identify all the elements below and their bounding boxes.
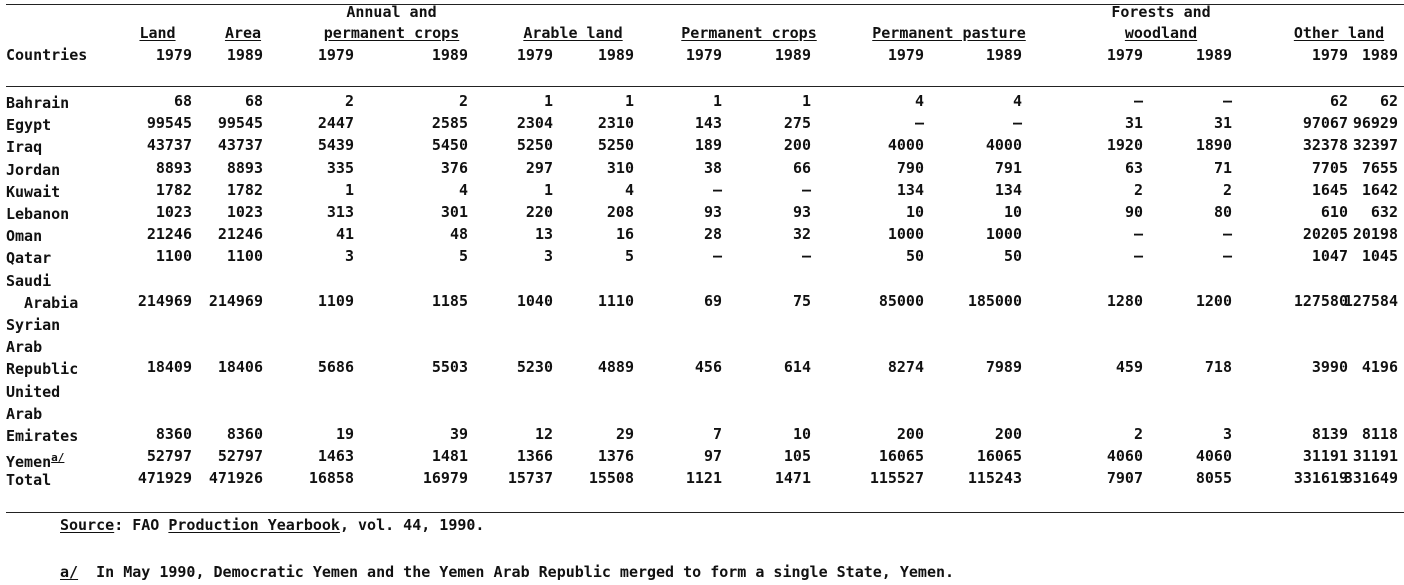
table-cell: 2585 <box>431 114 468 133</box>
group-label: Arable land <box>523 24 623 42</box>
table-cell: 16979 <box>422 469 468 488</box>
table-cell: 4 <box>1012 92 1022 110</box>
table-cell: 301 <box>440 203 468 221</box>
table-cell: 4 <box>458 180 468 199</box>
table-cell: 18406 <box>217 358 263 377</box>
table-cell: 4889 <box>597 358 634 377</box>
table-cell: 3 <box>543 247 553 266</box>
table-cell: 13 <box>534 225 553 244</box>
table-cell: 12 <box>534 425 553 443</box>
table-cell: 105 <box>783 447 811 466</box>
group-label-top: Annual and <box>346 3 437 21</box>
year-header: 1979 <box>1311 46 1348 64</box>
year-header: 1979 <box>1106 46 1143 64</box>
table-cell: 21246 <box>217 225 263 244</box>
table-cell: 200 <box>783 136 811 155</box>
footnote-mark: a/ <box>60 563 79 581</box>
table-cell: 1000 <box>887 225 924 244</box>
table-cell: 4 <box>624 180 634 199</box>
country-label: Arabia <box>6 293 79 312</box>
table-cell: 1 <box>344 180 354 199</box>
table-cell: 1110 <box>597 291 634 310</box>
table-cell: 275 <box>783 114 811 133</box>
table-cell: 7989 <box>985 358 1022 377</box>
table-cell: 52797 <box>217 447 263 466</box>
table-cell: 7655 <box>1361 158 1398 177</box>
table-cell: – <box>1012 114 1022 133</box>
country-name <box>6 381 60 403</box>
table-cell: 5439 <box>317 136 354 155</box>
country-label: Total <box>6 471 52 490</box>
table-cell: 5 <box>458 247 468 266</box>
year-header: 1989 <box>1361 46 1398 64</box>
table-cell: 1 <box>543 92 553 110</box>
table-cell: 1376 <box>597 447 634 466</box>
table-cell: 1100 <box>226 247 263 266</box>
year-header: 1989 <box>985 46 1022 64</box>
year-header: 1989 <box>431 46 468 64</box>
country-label: United <box>6 382 61 401</box>
table-cell: 1047 <box>1311 247 1348 266</box>
table-cell: 5686 <box>317 358 354 377</box>
table-cell: 99545 <box>146 114 192 133</box>
group-label: permanent crops <box>323 24 460 42</box>
table-cell: – <box>1133 92 1143 110</box>
table-cell: 10 <box>1003 203 1022 221</box>
table-cell: 4196 <box>1361 358 1398 377</box>
table-cell: 8274 <box>887 358 924 377</box>
country-label: Emirates <box>6 427 79 445</box>
table-cell: 376 <box>440 158 468 177</box>
table-cell: 62 <box>1329 92 1348 110</box>
table-cell: 5250 <box>597 136 634 155</box>
table-cell: – <box>1133 247 1143 266</box>
table-cell: 1109 <box>317 291 354 310</box>
country-name <box>6 159 60 181</box>
table-cell: 32397 <box>1352 136 1398 155</box>
table-cell: 1 <box>543 180 553 199</box>
table-cell: 16065 <box>878 447 924 466</box>
table-cell: 80 <box>1213 203 1232 221</box>
table-cell: 68 <box>244 92 263 110</box>
table-cell: – <box>914 114 924 133</box>
table-cell: 43737 <box>217 136 263 155</box>
country-name <box>6 181 60 203</box>
source-rest: , vol. 44, 1990. <box>339 516 485 534</box>
table-cell: – <box>801 247 811 266</box>
country-name <box>6 225 42 247</box>
table-cell: 335 <box>326 158 354 177</box>
table-cell: 115527 <box>869 469 924 488</box>
year-header: 1979 <box>685 46 722 64</box>
table-cell: 331649 <box>1343 469 1398 488</box>
table-cell: 68 <box>173 92 192 110</box>
table-cell: 1121 <box>685 469 722 488</box>
year-header: 1979 <box>317 46 354 64</box>
table-cell: – <box>712 180 722 199</box>
country-label: Bahrain <box>6 94 70 112</box>
table-cell: 2304 <box>516 114 553 133</box>
bottom-rule <box>6 512 1404 513</box>
table-cell: 63 <box>1124 158 1143 177</box>
table-cell: 313 <box>326 203 354 221</box>
country-label: Saudi <box>6 271 52 290</box>
table-cell: 2 <box>1222 180 1232 199</box>
table-cell: 66 <box>792 158 811 177</box>
table-cell: 614 <box>783 358 811 377</box>
group-label-top: Forests and <box>1111 3 1211 21</box>
table-cell: 1040 <box>516 291 553 310</box>
year-header: 1989 <box>774 46 811 64</box>
table-cell: 85000 <box>878 291 924 310</box>
table-cell: 4000 <box>887 136 924 155</box>
table-cell: 93 <box>703 203 722 221</box>
table-cell: 214969 <box>137 291 192 310</box>
table-cell: 8893 <box>155 158 192 177</box>
country-name <box>6 203 69 225</box>
table-cell: 4000 <box>985 136 1022 155</box>
country-name <box>6 314 60 336</box>
table-cell: 1185 <box>431 291 468 310</box>
table-cell: 96929 <box>1352 114 1398 133</box>
table-cell: 69 <box>703 291 722 310</box>
table-cell: 8139 <box>1311 425 1348 443</box>
footnote-ref: a/ <box>51 451 65 465</box>
country-label: Oman <box>6 227 43 246</box>
table-cell: 189 <box>694 136 722 155</box>
table-cell: 32 <box>792 225 811 244</box>
table-cell: 1481 <box>431 447 468 466</box>
country-name <box>6 247 51 269</box>
table-cell: 18409 <box>146 358 192 377</box>
table-cell: 610 <box>1320 203 1348 221</box>
table-cell: 331619 <box>1293 469 1348 488</box>
table-cell: 29 <box>615 425 634 443</box>
table-cell: 97 <box>703 447 722 466</box>
table-cell: 200 <box>994 425 1022 443</box>
country-name <box>6 425 78 447</box>
table-cell: 8118 <box>1361 425 1398 443</box>
table-cell: 15508 <box>588 469 634 488</box>
group-label: Land <box>139 24 176 42</box>
table-cell: 310 <box>606 158 634 177</box>
table-cell: 2310 <box>597 114 634 133</box>
table-cell: 4060 <box>1195 447 1232 466</box>
table-cell: – <box>1222 92 1232 110</box>
table-cell: 791 <box>994 158 1022 177</box>
table-cell: 134 <box>896 180 924 199</box>
country-label: Yemen <box>6 453 52 472</box>
country-label: Iraq <box>6 138 43 157</box>
table-cell: 31191 <box>1352 447 1398 466</box>
table-cell: 459 <box>1115 358 1143 377</box>
table-cell: 214969 <box>208 291 263 310</box>
table-cell: – <box>1222 247 1232 266</box>
table-cell: 99545 <box>217 114 263 133</box>
table-cell: 8055 <box>1195 469 1232 488</box>
table-cell: 8360 <box>155 425 192 443</box>
table-cell: 5503 <box>431 358 468 377</box>
table-cell: 3990 <box>1311 358 1348 377</box>
footnote-text: In May 1990, Democratic Yemen and the Yemen Arab Republic merged to form a single State, Yemen. <box>78 563 955 581</box>
year-header: 1989 <box>226 46 263 64</box>
country-name <box>6 336 42 358</box>
table-cell: 1890 <box>1195 136 1232 155</box>
table-cell: 1471 <box>774 469 811 488</box>
table-cell: 3 <box>344 247 354 266</box>
table-cell: 1 <box>801 92 811 110</box>
table-cell: 220 <box>525 203 553 221</box>
table-cell: 4 <box>914 92 924 110</box>
country-label: Syrian <box>6 316 61 334</box>
table-cell: 8893 <box>226 158 263 177</box>
table-cell: 62 <box>1379 92 1398 110</box>
table-cell: 7 <box>712 425 722 443</box>
table-cell: 8360 <box>226 425 263 443</box>
table-cell: 718 <box>1204 358 1232 377</box>
table-cell: 5230 <box>516 358 553 377</box>
table-cell: 2 <box>458 92 468 110</box>
country-label: Qatar <box>6 249 52 268</box>
table-cell: 52797 <box>146 447 192 466</box>
country-label: Republic <box>6 360 79 379</box>
table-cell: 5250 <box>516 136 553 155</box>
table-cell: 632 <box>1370 203 1398 221</box>
table-cell: 50 <box>905 247 924 266</box>
group-label: woodland <box>1124 24 1198 42</box>
table-cell: 32378 <box>1302 136 1348 155</box>
group-label: Permanent crops <box>681 24 817 42</box>
table-cell: 127580 <box>1293 291 1348 310</box>
table-cell: 20205 <box>1302 225 1348 244</box>
table-cell: 134 <box>994 180 1022 199</box>
country-name <box>6 270 51 292</box>
table-cell: 10 <box>792 425 811 443</box>
group-label: Area <box>224 24 262 42</box>
table-cell: 31 <box>1213 114 1232 133</box>
table-cell: 790 <box>896 158 924 177</box>
table-cell: 31 <box>1124 114 1143 133</box>
table-cell: 185000 <box>967 291 1022 310</box>
table-cell: 1 <box>624 92 634 110</box>
country-name <box>6 403 42 425</box>
table-cell: 297 <box>525 158 553 177</box>
group-label: Permanent pasture <box>872 24 1026 42</box>
table-cell: 1920 <box>1106 136 1143 155</box>
table-cell: 43737 <box>146 136 192 155</box>
country-name <box>6 136 42 158</box>
source-sep: : FAO <box>114 516 169 534</box>
country-label: Egypt <box>6 116 52 135</box>
table-cell: 15737 <box>507 469 553 488</box>
table-cell: 456 <box>694 358 722 377</box>
table-cell: 2447 <box>317 114 354 133</box>
table-cell: 1782 <box>155 180 192 199</box>
country-name <box>6 292 78 314</box>
table-cell: – <box>801 180 811 199</box>
table-cell: 7705 <box>1311 158 1348 177</box>
footnote-a <box>60 563 954 581</box>
year-header: 1989 <box>1195 46 1232 64</box>
table-cell: 200 <box>896 425 924 443</box>
table-cell: 20198 <box>1352 225 1398 244</box>
year-header: 1979 <box>516 46 553 64</box>
table-cell: 1023 <box>155 203 192 221</box>
table-cell: 19 <box>335 425 354 443</box>
table-cell: – <box>1133 225 1143 244</box>
table-cell: 4060 <box>1106 447 1143 466</box>
group-label: Other land <box>1293 24 1385 42</box>
table-cell: – <box>712 247 722 266</box>
source-title: Production Yearbook <box>168 516 340 534</box>
country-label: Lebanon <box>6 205 70 223</box>
table-cell: 28 <box>703 225 722 244</box>
table-cell: 21246 <box>146 225 192 244</box>
table-cell: 31191 <box>1302 447 1348 466</box>
table-cell: 1000 <box>985 225 1022 244</box>
table-cell: 93 <box>792 203 811 221</box>
table-cell: 41 <box>335 225 354 244</box>
table-cell: 10 <box>905 203 924 221</box>
country-name <box>6 469 51 491</box>
table-cell: 2 <box>1133 180 1143 199</box>
table-cell: 5 <box>624 247 634 266</box>
table-cell: 1642 <box>1361 180 1398 199</box>
source-label: Source <box>60 516 115 534</box>
table-cell: 16065 <box>976 447 1022 466</box>
country-name <box>6 358 78 380</box>
table-cell: 16 <box>615 225 634 244</box>
table-cell: 208 <box>606 203 634 221</box>
year-header: 1989 <box>597 46 634 64</box>
table-cell: 1200 <box>1195 291 1232 310</box>
table-cell: 39 <box>449 425 468 443</box>
table-cell: 50 <box>1003 247 1022 266</box>
table-cell: 115243 <box>967 469 1022 488</box>
table-cell: 5450 <box>431 136 468 155</box>
table-cell: 127584 <box>1343 291 1398 310</box>
table-cell: 1366 <box>516 447 553 466</box>
table-cell: 2 <box>1133 425 1143 443</box>
table-cell: 2 <box>344 92 354 110</box>
table-cell: 38 <box>703 158 722 177</box>
table-cell: 1100 <box>155 247 192 266</box>
table-cell: 1045 <box>1361 247 1398 266</box>
table-cell: 471929 <box>137 469 192 488</box>
table-cell: 3 <box>1222 425 1232 443</box>
header-rule <box>6 86 1404 87</box>
table-cell: 1645 <box>1311 180 1348 199</box>
country-name <box>6 92 69 114</box>
year-header: 1979 <box>887 46 924 64</box>
table-cell: 1280 <box>1106 291 1143 310</box>
year-header: 1979 <box>155 46 192 64</box>
table-cell: 97067 <box>1302 114 1348 133</box>
table-cell: 471926 <box>208 469 263 488</box>
table-cell: – <box>1222 225 1232 244</box>
country-name <box>6 114 51 136</box>
table-cell: 71 <box>1213 158 1232 177</box>
country-label: Jordan <box>6 160 61 179</box>
country-label: Arab <box>6 404 43 423</box>
table-cell: 1782 <box>226 180 263 199</box>
table-cell: 1463 <box>317 447 354 466</box>
table-cell: 1 <box>712 92 722 110</box>
table-cell: 1023 <box>226 203 263 221</box>
table-cell: 16858 <box>308 469 354 488</box>
table-cell: 143 <box>694 114 722 133</box>
source-note <box>60 516 484 534</box>
country-label: Kuwait <box>6 182 61 201</box>
table-cell: 48 <box>449 225 468 244</box>
table-cell: 90 <box>1124 203 1143 221</box>
table-cell: 75 <box>792 291 811 310</box>
countries-header: Countries <box>6 46 88 64</box>
country-label: Arab <box>6 338 43 357</box>
table-cell: 7907 <box>1106 469 1143 488</box>
